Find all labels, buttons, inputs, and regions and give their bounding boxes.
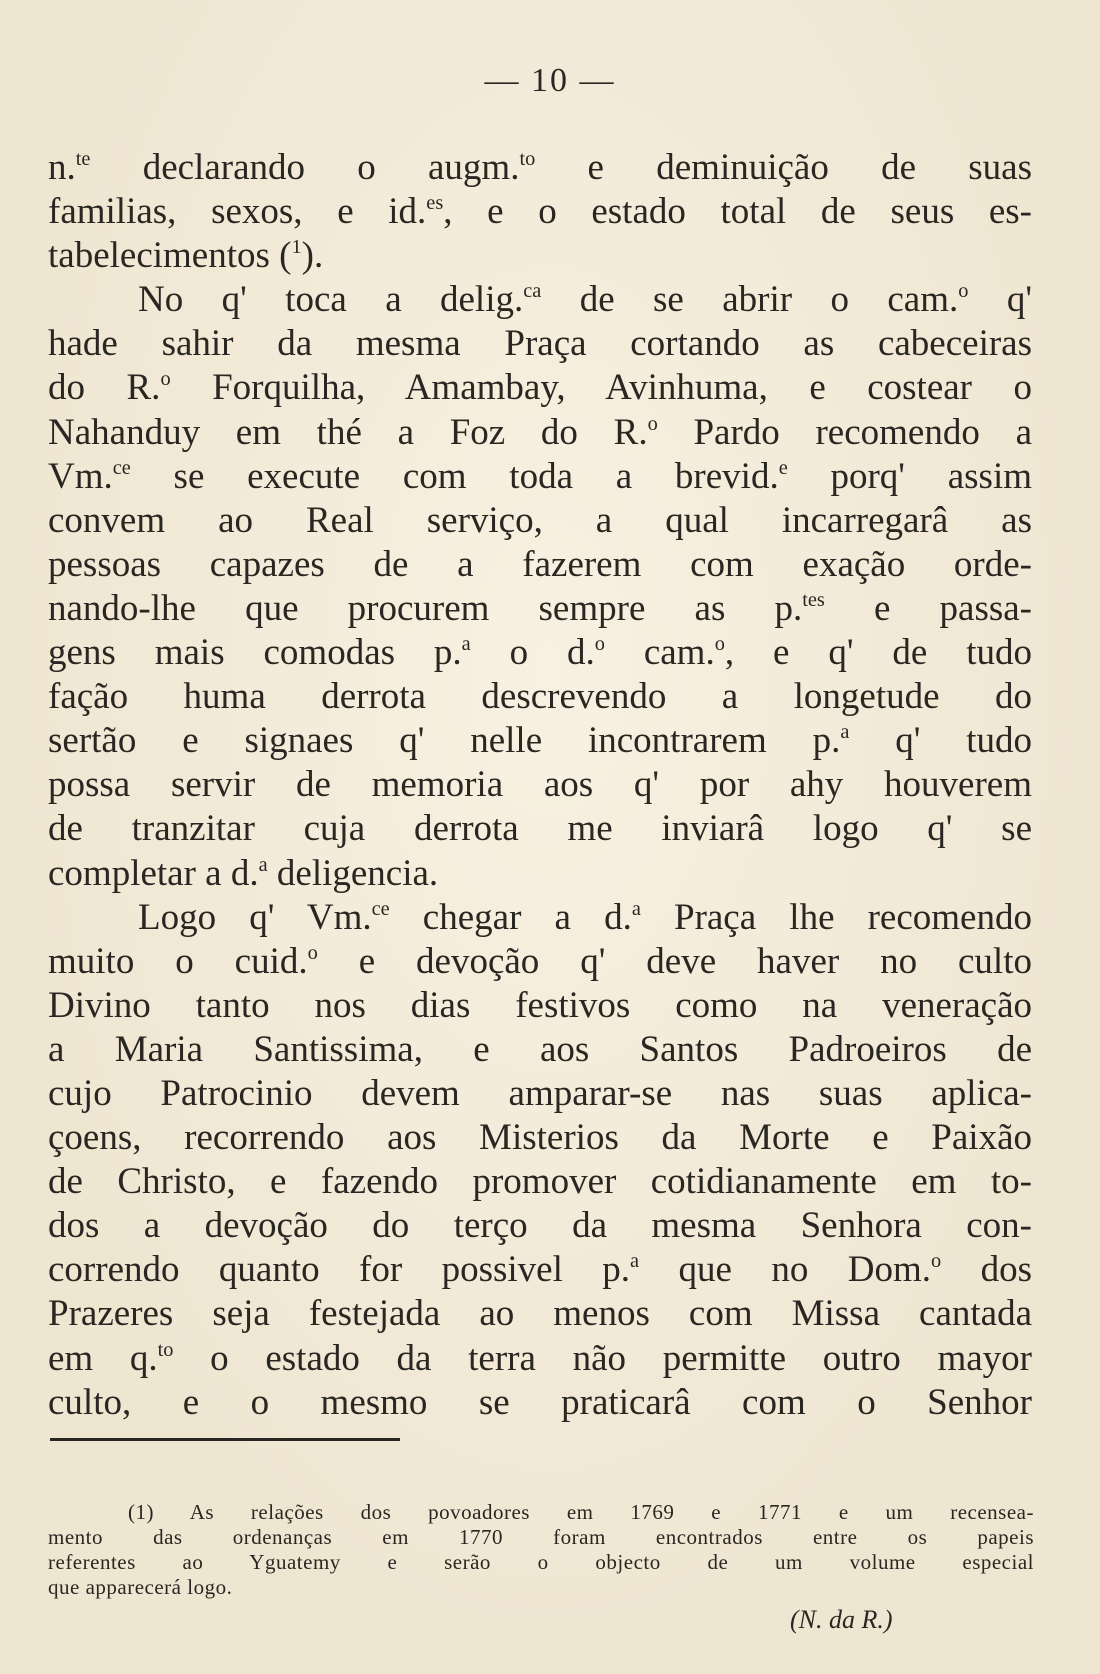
text-line — [48, 234, 1032, 278]
line-text: cujo Patrocinio devem amparar-se nas suas aplica- — [48, 1072, 1032, 1114]
line-text: porq' assim — [787, 455, 1032, 497]
superscript-abbrev: to — [157, 1338, 174, 1361]
line-text: Logo q' Vm. — [138, 896, 372, 938]
line-text: fação huma derrota descrevendo a longetude do — [48, 676, 1032, 718]
text-line — [48, 719, 1032, 763]
line-text: e devoção q' deve haver no culto — [317, 940, 1032, 982]
superscript-abbrev: o — [714, 632, 725, 655]
line-text: Vm. — [48, 455, 113, 497]
text-line — [48, 675, 1032, 719]
line-text: culto, e o mesmo se praticarâ com o Senhor — [48, 1381, 1032, 1423]
superscript-abbrev: ce — [371, 897, 390, 920]
text-line — [48, 322, 1032, 366]
line-text: çoens, recorrendo aos Misterios da Morte e Paixão — [48, 1117, 1032, 1159]
text-line — [48, 146, 1032, 190]
superscript-abbrev: a — [630, 1250, 640, 1273]
text-line — [48, 896, 1032, 940]
text-line — [48, 807, 1032, 851]
line-text: Divino tanto nos dias festivos como na veneração — [48, 984, 1032, 1026]
line-text: possa servir de memoria aos q' por ahy houverem — [48, 764, 1032, 806]
line-text: Forquilha, Amambay, Avinhuma, e costear o — [170, 367, 1032, 409]
body-text — [48, 146, 1032, 1425]
line-text: ). — [301, 235, 324, 277]
line-text: , e q' de tudo — [724, 632, 1033, 674]
line-text: , e o estado total de seus es- — [443, 191, 1032, 233]
line-text: familias, sexos, e id. — [48, 191, 427, 233]
line-text: pessoas capazes de a fazerem com exação orde- — [48, 543, 1032, 585]
line-text: Pardo recomendo a — [657, 411, 1032, 453]
text-line — [48, 1292, 1032, 1336]
line-text: n. — [48, 147, 76, 188]
line-text: de Christo, e fazendo promover cotidianamente em to- — [48, 1161, 1032, 1203]
superscript-abbrev: o — [647, 412, 658, 435]
text-line — [48, 852, 1032, 896]
line-text: q' — [968, 279, 1032, 321]
superscript-abbrev: te — [75, 147, 91, 170]
superscript-abbrev: a — [840, 720, 850, 743]
superscript-abbrev: o — [958, 280, 969, 303]
text-line — [48, 1248, 1032, 1292]
line-text: e passa- — [824, 587, 1032, 629]
line-text: o d. — [470, 632, 595, 674]
footnote-line: referentes ao Yguatemy e serão o objecto de um volume especial — [48, 1550, 1034, 1574]
superscript-abbrev: tes — [802, 588, 825, 611]
text-line — [48, 984, 1032, 1028]
line-text: a Maria Santissima, e aos Santos Padroeiros de — [48, 1028, 1032, 1070]
line-text: Praça lhe recomendo — [640, 896, 1032, 938]
line-text: em q. — [48, 1337, 158, 1379]
line-text: Nahanduy em thé a Foz do R. — [48, 411, 648, 453]
line-text: nando-lhe que procurem sempre as p. — [48, 587, 803, 629]
line-text: correndo quanto for possivel p. — [48, 1249, 631, 1291]
line-text: hade sahir da mesma Praça cortando as cabeceiras — [48, 323, 1032, 365]
line-text: chegar a d. — [389, 896, 632, 938]
footnote-line: que apparecerá logo. — [48, 1575, 233, 1599]
text-line — [48, 631, 1032, 675]
superscript-abbrev: a — [258, 853, 268, 876]
line-text: de se abrir o cam. — [541, 279, 959, 321]
text-line — [48, 587, 1032, 631]
line-text: q' tudo — [849, 720, 1032, 762]
line-text: se execute com toda a brevid. — [130, 455, 779, 497]
superscript-abbrev: es — [426, 191, 444, 214]
footnote-line: mento das ordenanças em 1770 foram encontrados entre os papeis — [48, 1525, 1034, 1549]
line-text: completar a d. — [48, 852, 259, 894]
text-line — [48, 1028, 1032, 1072]
text-line — [48, 1381, 1032, 1425]
superscript-abbrev: o — [930, 1250, 942, 1273]
footnote-divider — [50, 1438, 400, 1441]
line-text: dos a devoção do terço da mesma Senhora con- — [48, 1205, 1032, 1247]
superscript-abbrev: ce — [112, 456, 131, 479]
footnote — [48, 1500, 1034, 1600]
superscript-abbrev: 1 — [291, 235, 302, 258]
line-text: Prazeres seja festejada ao menos com Missa cantada — [48, 1293, 1032, 1335]
text-line — [48, 499, 1032, 543]
text-line — [48, 278, 1032, 322]
text-line — [48, 411, 1032, 455]
line-text: tabelecimentos ( — [48, 235, 292, 277]
superscript-abbrev: o — [160, 368, 171, 391]
line-text: e deminuição de suas — [535, 147, 1033, 188]
line-text: convem ao Real serviço, a qual incarregarâ as — [48, 499, 1032, 541]
line-text: do R. — [48, 367, 161, 409]
superscript-abbrev: o — [594, 632, 605, 655]
superscript-abbrev: a — [631, 897, 641, 920]
line-text: cam. — [604, 632, 715, 674]
text-line — [48, 543, 1032, 587]
line-text: declarando o augm. — [90, 147, 520, 188]
footnote-line: (1) As relações dos povoadores em 1769 e 1771 e um recensea- — [128, 1500, 1034, 1524]
line-text: gens mais comodas p. — [48, 632, 462, 674]
superscript-abbrev: a — [461, 632, 471, 655]
line-text: de tranzitar cuja derrota me inviarâ logo q' se — [48, 808, 1032, 850]
text-line — [48, 190, 1032, 234]
line-text: muito o cuid. — [48, 940, 308, 982]
text-line — [48, 940, 1032, 984]
superscript-abbrev: ca — [523, 280, 542, 303]
text-line — [48, 455, 1032, 499]
text-line — [48, 1072, 1032, 1116]
superscript-abbrev: o — [307, 941, 318, 964]
text-line — [48, 1116, 1032, 1160]
line-text: No q' toca a delig. — [138, 279, 524, 321]
text-line — [48, 1204, 1032, 1248]
line-text: o estado da terra não permitte outro mayor — [173, 1337, 1032, 1379]
line-text: dos — [941, 1249, 1032, 1291]
superscript-abbrev: e — [778, 456, 788, 479]
line-text: deligencia. — [267, 852, 439, 894]
text-line — [48, 366, 1032, 410]
page-number: — 10 — — [484, 62, 616, 99]
line-text: sertão e signaes q' nelle incontrarem p. — [48, 720, 841, 762]
text-line — [48, 1160, 1032, 1204]
line-text: que no Dom. — [639, 1249, 931, 1291]
footnote-signature: (N. da R.) — [790, 1605, 893, 1634]
superscript-abbrev: to — [519, 147, 536, 170]
text-line — [48, 1337, 1032, 1381]
text-line — [48, 763, 1032, 807]
